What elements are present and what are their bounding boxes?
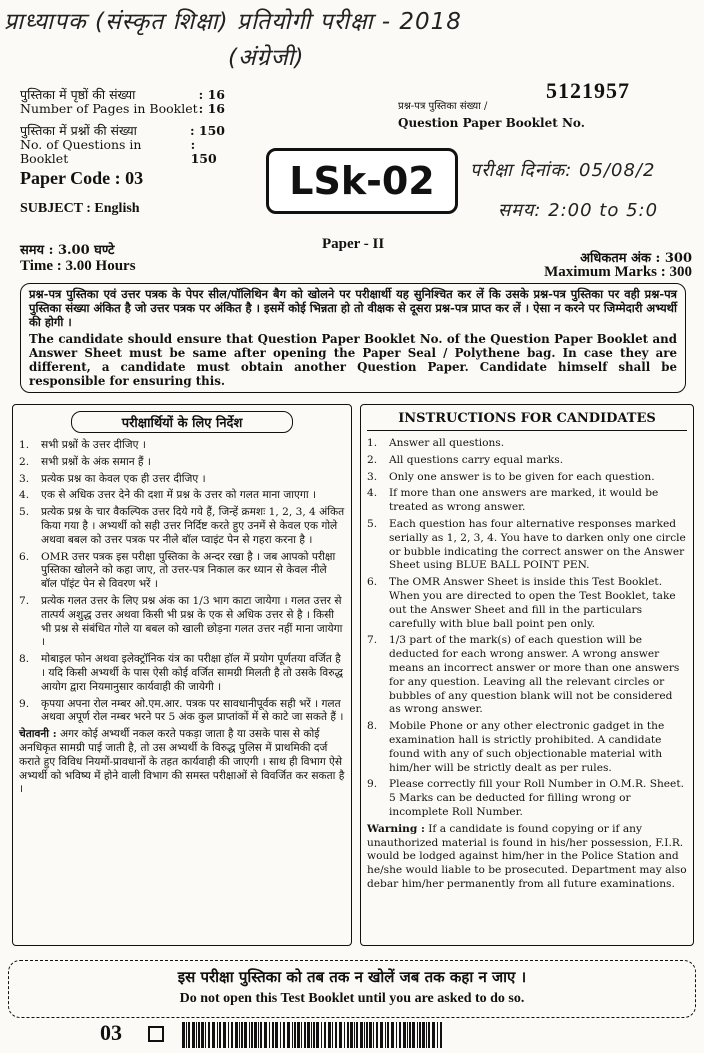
instr-en-item-text: All questions carry equal marks. [389,453,564,466]
instr-en-item-text: Please correctly fill your Roll Number in O.M.R. Sheet. 5 Marks can be deducted for filling wrong or incomplete Roll Number. [389,778,684,818]
instr-hi-item-number: 9. [19,697,30,710]
instr-en-item [367,437,687,451]
instr-hi-item-number: 3. [19,472,30,485]
paper-code: Paper Code : 03 [20,168,144,188]
instr-hi-item-text: कृपया अपना रोल नम्बर ओ.एम.आर. पत्रक पर सावधानीपूर्वक सही भरें । गलत अथवा अपूर्ण रोल नम्बर भरने पर 5 अंक कुल प्राप्तांकों में से काटे जा सकते हैं । [41,697,344,724]
instr-hi-item-number: 4. [19,489,30,502]
questions-label-hi: पुस्तिका में प्रश्नों की संख्या [20,123,137,138]
bottom-paper-code: 03 [100,1020,122,1045]
pages-value-en: : 16 [198,101,225,116]
do-not-open-notice [8,960,696,1018]
instr-hi-item-text: सभी प्रश्नों के अंक समान हैं । [41,455,151,468]
instructions-english-panel [360,404,694,946]
subject: SUBJECT : English [20,201,140,216]
pages-value-hi: : 16 [198,87,225,102]
serial-label-en: Question Paper Booklet No. [398,116,585,130]
instr-hi-item-number: 8. [19,653,30,666]
marks-en: Maximum Marks : 300 [544,264,692,280]
instr-en-item-number: 4. [367,487,378,500]
instr-en-item-number: 7. [367,634,378,647]
time-hi: समय : 3.00 घण्टे [20,243,115,258]
notice-en: The candidate should ensure that Question Paper Booklet No. of the Question Paper Booklet and Answer Sheet must be same after opening the Paper Seal / Polythene bag. In case they are different, a candidate must obtain another Question Paper. Candidate himself shall be responsible for ensuring this. [29,332,677,388]
footer-en: Do not open this Test Booklet until you are asked to do so. [179,991,525,1006]
handwritten-exam-date: परीक्षा दिनांक: 05/08/2 [470,160,656,181]
instr-hi-item-text: एक से अधिक उत्तर देने की दशा में प्रश्न के उत्तर को गलत माना जाएगा । [41,489,316,502]
instr-hi-item [19,473,345,487]
warning-english-label: Warning : [367,822,425,835]
footer-hi: इस परीक्षा पुस्तिका को तब तक न खोलें जब तक कहा न जाए । [177,968,527,986]
instr-en-item-number: 2. [367,453,378,466]
instr-en-item [367,634,687,717]
questions-value-en: : 150 [190,137,217,166]
instr-en-item [367,471,687,485]
warning-hindi [19,728,345,797]
barcode-icon [182,1022,444,1048]
instr-en-item-text: Answer all questions. [389,437,505,449]
instr-hi-item-text: प्रत्येक प्रश्न के चार वैकल्पिक उत्तर दिये गये हैं, जिन्हें क्रमशः 1, 2, 3, 4 अंकित किया गया है । अभ्यर्थी को सही उत्तर निर्दिष्ट करते हुए उनमें से केवल एक गोले अथवा बबल को उत्तर पत्रक पर नीले बॉल प्वाइंट पेन से गहरा करना है । [41,506,345,546]
instr-en-item-number: 5. [367,517,378,530]
instr-en-item-text: Each question has four alternative responses marked serially as 1, 2, 3, 4. You have to darken only one circle or bubble indicating the correct answer on the Answer Sheet using BLUE BALL POINT PEN. [389,517,686,572]
booklet-counts [20,88,225,166]
booklet-code-box [266,148,458,214]
instr-hi-item-text: प्रत्येक प्रश्न का केवल एक ही उत्तर दीजिए । [41,472,206,485]
instr-en-item-text: The OMR Answer Sheet is inside this Test Booklet. When you are directed to open the Test Booklet, take out the Answer Sheet and fill in the particulars carefully with blue ball point pen only. [389,576,676,630]
time-en: Time : 3.00 Hours [20,258,136,274]
instr-en-item [367,518,687,573]
instr-hi-item [19,506,345,547]
handwritten-exam-time: समय: 2:00 to 5:0 [498,200,659,221]
instr-hi-item [19,595,345,650]
instr-en-item-number: 8. [367,720,378,733]
questions-label-en: No. of Questions in Booklet [20,137,142,166]
instr-hi-item [19,439,345,453]
instr-en-item [367,778,687,819]
instructions-hindi-list [19,439,345,725]
instr-en-item [367,720,687,775]
instr-hi-item [19,653,345,694]
instr-hi-item-number: 7. [19,594,30,607]
booklet-serial-number: 5121957 [546,78,630,103]
pages-label-en: Number of Pages in Booklet [20,101,198,116]
checkbox-square-icon [148,1026,164,1042]
instr-hi-item-text: OMR उत्तर पत्रक इस परीक्षा पुस्तिका के अन्दर रखा है । जब आपको परीक्षा पुस्तिका खोलने को कहा जाए, तो उत्तर-पत्र निकाल कर ध्यान से केवल नीले बॉल पॉइंट पेन से विवरण भरें । [41,550,336,591]
instr-hi-item-text: मोबाइल फोन अथवा इलेक्ट्रॉनिक यंत्र का परीक्षा हॉल में प्रयोग पूर्णतया वर्जित है । यदि किसी अभ्यर्थी के पास ऐसी कोई वर्जित सामग्री मिलती है तो उसके विरुद्ध आयोग द्वारा नियमानुसार कार्यवाही की जायेगी । [41,653,343,693]
instr-en-item-text: 1/3 part of the mark(s) of each question will be deducted for each wrong answer. A wrong answer means an incorrect answer or more than one answers for any question. Leaving all the relevant circles or bubbles of any question blank will not be considered as wrong answer. [389,634,680,716]
instr-hi-item [19,551,345,592]
instr-hi-item [19,456,345,470]
instr-en-item-number: 9. [367,778,378,791]
instructions-english-title: INSTRUCTIONS FOR CANDIDATES [367,411,687,431]
instr-en-item-text: If more than one answers are marked, it would be treated as wrong answer. [389,487,659,514]
instructions-hindi-panel [12,404,352,946]
instructions-hindi-title: परीक्षार्थियों के लिए निर्देश [71,411,293,433]
instr-en-item-text: Only one answer is to be given for each question. [389,470,655,483]
instr-hi-item [19,489,345,503]
instr-en-item [367,454,687,468]
pages-label-hi: पुस्तिका में पृष्ठों की संख्या [20,87,136,102]
warning-english [367,823,687,892]
warning-hindi-label: चेतावनी : [19,728,57,741]
notice-hi: प्रश्न-पत्र पुस्तिका एवं उत्तर पत्रक के पेपर सील/पॉलिथिन बैग को खोलने पर परीक्षार्थी यह सुनिश्चित कर लें कि उसके प्रश्न-पत्र पुस्तिका पर वही प्रश्न-पत्र पुस्तिका संख्या अंकित है जो उत्तर पत्रक पर अंकित है । इसमें कोई भिन्नता हो तो वीक्षक से दूसरा प्रश्न-पत्र प्राप्त कर लें । ऐसा न करने पर जिम्मेदारी अभ्यर्थी की होगी । [29,287,677,329]
instr-hi-item-number: 1. [19,439,30,451]
instr-hi-item-text: प्रत्येक गलत उत्तर के लिए प्रश्न अंक का 1/3 भाग काटा जायेगा । गलत उत्तर से तात्पर्य अशुद्ध उत्तर अथवा किसी भी प्रश्न के एक से अधिक उत्तर से है । किसी भी प्रश्न से संबंधित गोले या बबल को खाली छोड़ना गलत उत्तर नहीं माना जायेगा । [41,594,343,649]
serial-label-hi: प्रश्न-पत्र पुस्तिका संख्या / [398,101,488,112]
paper-number: Paper - II [322,236,385,252]
warning-hindi-text: अगर कोई अभ्यर्थी नकल करते पकड़ा जाता है या उसके पास से कोई अनधिकृत सामग्री पाई जाती है, तो उस अभ्यर्थी के विरुद्ध पुलिस में प्राथमिकी दर्ज कराते हुए विविध नियमों-प्रावधानों के तहत कार्यवाही की जाएगी । साथ ही विभाग ऐसे अभ्यर्थी को भविष्य में होने वाली विभाग की समस्त परीक्षाओं से विवर्जित कर सकता है । [19,728,345,796]
warning-english-text: If a candidate is found copying or if any unauthorized material is found in his/her possession, F.I.R. would be lodged against him/her in the Police Station and he/she would liable to be prosecuted. Department may also debar him/her permanently from all future examinations. [367,822,687,890]
booklet-code: LSk-02 [289,159,435,203]
instructions-english-list [367,437,687,820]
instr-hi-item-number: 5. [19,506,30,519]
marks-hi: अधिकतम अंक : 300 [580,251,692,266]
booklet-verification-notice [20,283,686,393]
instr-en-item-number: 3. [367,470,378,483]
handwritten-subject: (अंग्रेजी) [228,45,305,71]
handwritten-exam-title: प्राध्यापक (संस्कृत शिक्षा) प्रतियोगी परीक्षा - 2018 [4,9,462,35]
instr-hi-item-number: 2. [19,455,30,468]
instr-en-item [367,576,687,631]
instr-hi-item-number: 6. [19,550,30,563]
instr-en-item-number: 1. [367,437,378,449]
instr-hi-item-text: सभी प्रश्नों के उत्तर दीजिए । [41,439,146,451]
instr-hi-item [19,698,345,726]
questions-value-hi: : 150 [189,123,225,138]
instr-en-item-text: Mobile Phone or any other electronic gadget in the examination hall is strictly prohibited. A candidate found with any of such objectionable material with him/her will be strictly dealt as per rules. [389,720,665,774]
instr-en-item [367,487,687,515]
instr-en-item-number: 6. [367,576,378,589]
